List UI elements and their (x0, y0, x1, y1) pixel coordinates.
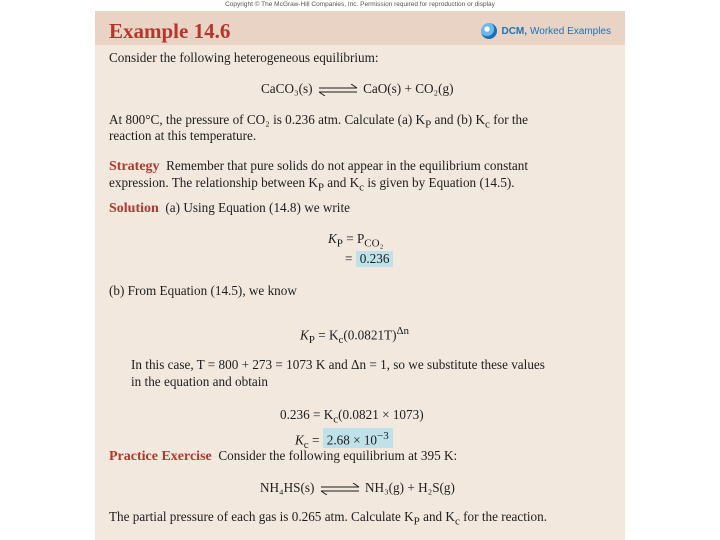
kc-answer-exponent: −3 (377, 430, 389, 442)
kc-symbol: = K (318, 327, 339, 343)
question-mid: and (b) K (431, 112, 486, 127)
equation-kp-value (345, 251, 393, 267)
example-header (95, 11, 625, 45)
solution-line (109, 200, 350, 217)
reaction-equation-1 (261, 81, 454, 97)
equals-sign: = (345, 251, 353, 266)
kp-answer-highlight: 0.236 (356, 251, 394, 267)
kc-subscript: c (485, 118, 490, 131)
kp-subscript: P (317, 181, 324, 194)
question-line-2: reaction at this temperature. (109, 128, 257, 143)
strategy-end: is given by Equation (14.5). (364, 175, 515, 190)
final-text: The partial pressure of each gas is 0.265 atm. Calculate K (109, 509, 414, 524)
case-line-2: in the equation and obtain (131, 374, 268, 389)
kc-subscript: c (454, 515, 460, 528)
final-mid: and K (419, 509, 455, 524)
part-b-text: (b) From Equation (14.5), we know (109, 283, 297, 298)
substitution-rhs: (0.0821 × 1073) (338, 407, 424, 422)
strategy-mid: and K (324, 175, 360, 190)
question-text: At 800°C, the pressure of CO₂ is 0.236 atm. Calculate (a) K (109, 112, 426, 127)
kp-subscript: P (336, 237, 343, 250)
copyright-notice: Copyright © The McGraw-Hill Companies, Inc. Permission required for reproduction or display (225, 1, 495, 8)
strategy-line-2 (109, 175, 515, 196)
delta-n-exponent: Δn (396, 325, 410, 337)
question-end: for the (489, 112, 529, 127)
strategy-text: Remember that pure solids do not appear in the equilibrium constant (166, 158, 528, 173)
kc-subscript: c (338, 334, 344, 347)
reaction-1-reactants: CaCO₃(s) (261, 81, 313, 96)
logo-text: Worked Examples (530, 25, 611, 37)
pco2-subscript: CO₂ (364, 237, 384, 250)
kc-answer-value: 2.68 × 10 (326, 432, 378, 448)
rt-term: (0.0821T) (343, 327, 397, 343)
strategy-label: Strategy (109, 159, 160, 174)
kp-symbol: K (300, 327, 309, 343)
part-a-text: (a) Using Equation (14.8) we write (165, 200, 350, 215)
cd-disc-icon (481, 23, 497, 39)
strategy-line-1 (109, 158, 528, 175)
kc-symbol: K (295, 432, 304, 448)
equals-sign: = (311, 432, 320, 448)
reaction-2-products: NH₃(g) + H₂S(g) (365, 480, 455, 495)
strategy-text-2: expression. The relationship between K (109, 175, 318, 190)
solution-label: Solution (109, 201, 159, 216)
kc-subscript: c (333, 413, 339, 426)
reaction-equation-2 (260, 480, 455, 496)
reaction-1-products: CaO(s) + CO₂(g) (363, 81, 454, 96)
equilibrium-arrow-icon (319, 483, 361, 495)
example-title: Example 14.6 (109, 19, 231, 43)
logo-brand: DCM, (501, 25, 528, 37)
practice-label: Practice Exercise (109, 449, 212, 464)
pco2-symbol: = P (346, 231, 365, 246)
practice-text: Consider the following equilibrium at 395 K: (218, 448, 458, 463)
problem-intro: Consider the following heterogeneous equilibrium: (109, 50, 379, 65)
practice-line (109, 448, 457, 465)
kp-subscript: P (308, 334, 315, 347)
worked-examples-logo (481, 23, 611, 39)
kc-subscript: c (303, 439, 309, 452)
equation-kp-kc (300, 323, 409, 348)
case-line-1: In this case, T = 800 + 273 = 1073 K and Δn = 1, so we substitute these values (131, 357, 545, 372)
kp-subscript: P (425, 118, 432, 131)
kp-symbol: K (328, 231, 337, 246)
final-end: for the reaction. (459, 509, 548, 524)
example-panel (95, 11, 625, 540)
reaction-2-reactants: NH₄HS(s) (260, 480, 315, 495)
kc-answer-highlight (323, 428, 393, 448)
kp-subscript: P (413, 515, 420, 528)
equilibrium-arrow-icon (317, 84, 359, 96)
substitution-lhs: 0.236 = K (280, 407, 334, 422)
equation-kp-pco2 (328, 231, 383, 252)
kc-subscript: c (359, 181, 365, 194)
practice-final-line (109, 509, 547, 530)
equation-substitution (280, 407, 424, 428)
